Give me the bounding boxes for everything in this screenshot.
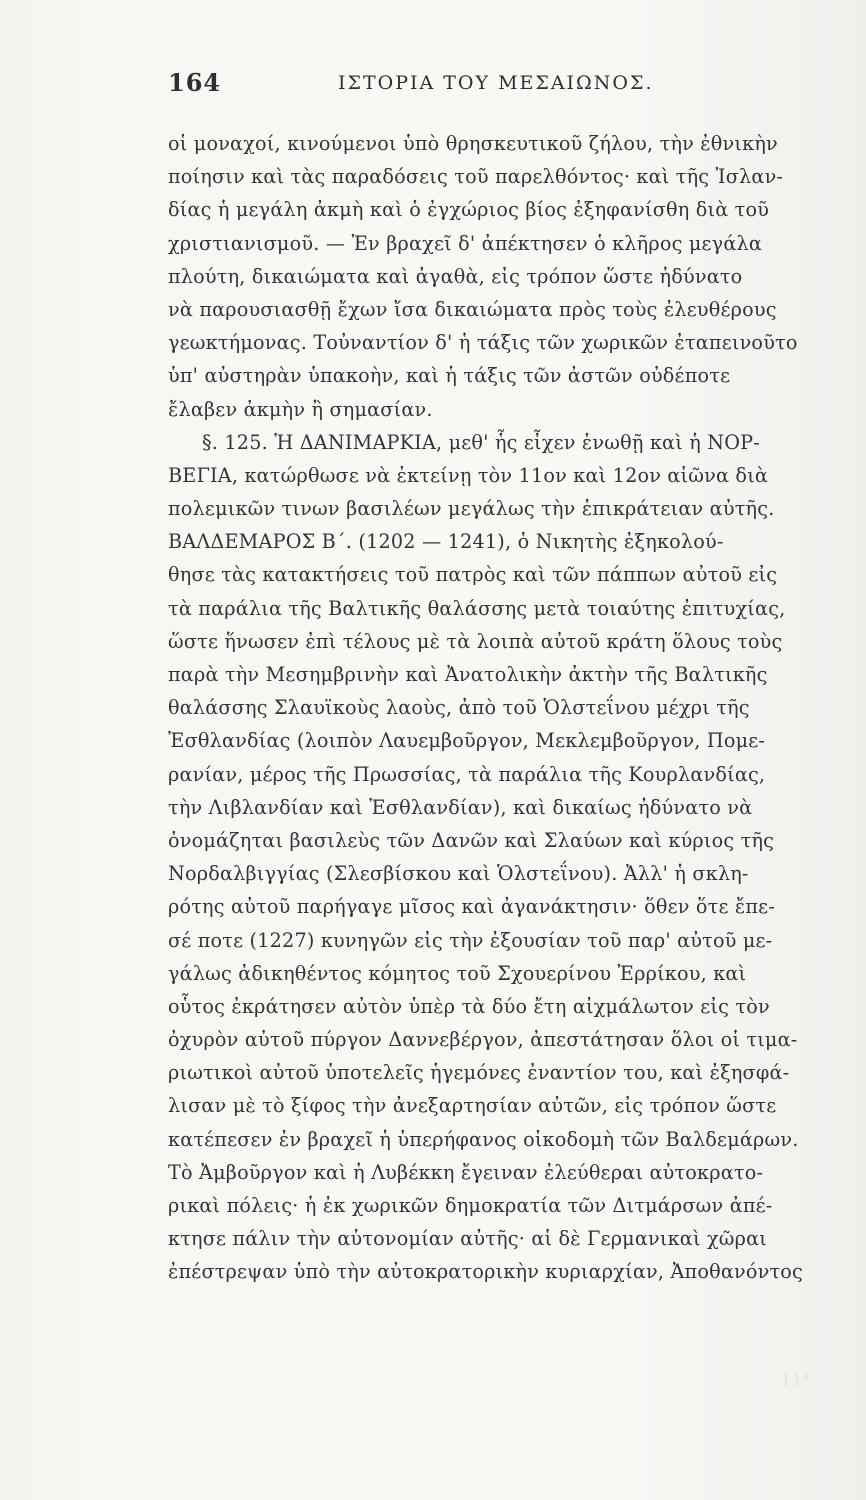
text-line: τὰ παράλια τῆς Βαλτικῆς θαλάσσης μετὰ τοιαύτης ἐπιτυχίας, xyxy=(168,596,786,620)
text-line: Ἐσθλανδίας (λοιπὸν Λαυεμβοῦργον, Μεκλεμβοῦργον, Πομε- xyxy=(168,729,766,753)
text-line: παρὰ τὴν Μεσημβρινὴν καὶ Ἀνατολικὴν ἀκτὴν τῆς Βαλτικῆς xyxy=(168,663,768,686)
text-line: θησε τὰς κατακτήσεις τοῦ πατρὸς καὶ τῶν πάππων αὐτοῦ εἰς xyxy=(168,563,778,587)
running-head: ΙΣΤΟΡΙΑ ΤΟΥ ΜΕΣΑΙΩΝΟΣ. xyxy=(338,72,654,94)
text-line: οἱ μοναχοί, κινούμενοι ὑπὸ θρησκευτικοῦ ζήλου, τὴν ἐθνικὴν xyxy=(168,132,778,155)
text-line: ρανίαν, μέρος τῆς Πρωσσίας, τὰ παράλια τῆς Κουρλανδίας, xyxy=(168,762,766,786)
text-line: ὥστε ἥνωσεν ἐπὶ τέλους μὲ τὰ λοιπὰ αὐτοῦ κράτη ὅλους τοὺς xyxy=(168,629,783,653)
text-line: κατέπεσεν ἐν βραχεῖ ἡ ὑπερήφανος οἰκοδομὴ τῶν Βαλδεμάρων. xyxy=(168,1127,799,1151)
text-line: χριστιανισμοῦ. — Ἐν βραχεῖ δ' ἀπέκτησεν ὁ κλῆρος μεγάλα xyxy=(168,231,762,255)
text-line: κτησε πάλιν τὴν αὐτονομίαν αὐτῆς· αἱ δὲ Γερμανικαὶ χῶραι xyxy=(168,1227,768,1251)
text-line: ποίησιν καὶ τὰς παραδόσεις τοῦ παρελθόντος· καὶ τῆς Ἰσλαν- xyxy=(168,165,784,189)
faint-signature-mark: 11* xyxy=(780,1370,812,1391)
page-number: 164 xyxy=(168,68,222,97)
text-line: ρότης αὐτοῦ παρήγαγε μῖσος καὶ ἀγανάκτησιν· ὅθεν ὅτε ἔπε- xyxy=(168,895,776,919)
text-line: πλούτη, δικαιώματα καὶ ἀγαθὰ, εἰς τρόπον ὥστε ἠδύνατο xyxy=(168,264,743,288)
text-line: ἔλαβεν ἀκμὴν ἢ σημασίαν. xyxy=(168,397,433,421)
text-line: θαλάσσης Σλαυϊκοὺς λαοὺς, ἀπὸ τοῦ Ὁλστεΐνου μέχρι τῆς xyxy=(168,696,750,720)
main-text xyxy=(168,127,828,1289)
text-line: νὰ παρουσιασθῇ ἔχων ἴσα δικαιώματα πρὸς τοὺς ἐλευθέρους xyxy=(168,297,777,321)
text-line: ὑπ' αὐστηρὰν ὑπακοὴν, καὶ ἡ τάξις τῶν ἀστῶν οὐδέποτε xyxy=(168,364,731,388)
text-line: ΒΕΓΙΑ, κατώρθωσε νὰ ἐκτείνῃ τὸν 11ον καὶ 12ον αἰῶνα διὰ xyxy=(168,463,769,487)
text-line: ρικαὶ πόλεις· ἡ ἐκ χωρικῶν δημοκρατία τῶν Διτμάρσων ἀπέ- xyxy=(168,1194,773,1217)
text-line: οὗτος ἐκράτησεν αὐτὸν ὑπὲρ τὰ δύο ἔτη αἰχμάλωτον εἰς τὸν xyxy=(168,994,770,1018)
text-line: γεωκτήμονας. Τοὐναντίον δ' ἡ τάξις τῶν χωρικῶν ἐταπεινοῦτο xyxy=(168,331,798,355)
text-line: Τὸ Ἀμβοῦργον καὶ ἡ Λυβέκκη ἔγειναν ἐλεύθεραι αὐτοκρατο- xyxy=(168,1160,764,1184)
text-line: πολεμικῶν τινων βασιλέων μεγάλως τὴν ἐπικράτειαν αὐτῆς. xyxy=(168,497,775,521)
text-line: Νορδαλβιγγίας (Σλεσβίσκου καὶ Ὁλστεΐνου). Ἀλλ' ἡ σκλη- xyxy=(168,862,749,886)
text-line: ὀχυρὸν αὐτοῦ πύργον Δαννεβέργον, ἀπεστάτησαν ὅλοι οἱ τιμα- xyxy=(168,1028,798,1052)
text-line: ριωτικοὶ αὐτοῦ ὑποτελεῖς ἡγεμόνες ἐναντίον του, καὶ ἐξησφά- xyxy=(168,1061,790,1085)
text-line: τὴν Λιβλανδίαν καὶ Ἐσθλανδίαν), καὶ δικαίως ἠδύνατο νὰ xyxy=(168,795,753,819)
section-heading-line: §. 125. Ἡ ΔΑΝΙΜΑΡΚΙΑ, μεθ' ἧς εἶχεν ἑνωθῇ καὶ ἡ ΝΟΡ- xyxy=(202,430,760,454)
text-line: σέ ποτε (1227) κυνηγῶν εἰς τὴν ἐξουσίαν τοῦ παρ' αὐτοῦ με- xyxy=(168,928,773,952)
text-line: ΒΑΛΔΕΜΑΡΟΣ Β΄. (1202 — 1241), ὁ Νικητὴς ἐξηκολού- xyxy=(168,530,724,554)
text-line: ἐπέστρεψαν ὑπὸ τὴν αὐτοκρατορικὴν κυριαρχίαν, Ἀποθανόντος xyxy=(168,1260,803,1284)
page-header xyxy=(168,64,828,104)
text-line: ὀνομάζηται βασιλεὺς τῶν Δανῶν καὶ Σλαύων καὶ κύριος τῆς xyxy=(168,828,775,852)
text-line: δίας ἡ μεγάλη ἀκμὴ καὶ ὁ ἐγχώριος βίος ἐξηφανίσθη διὰ τοῦ xyxy=(168,198,770,222)
text-line: γάλως ἀδικηθέντος κόμητος τοῦ Σχουερίνου Ἐρρίκου, καὶ xyxy=(168,961,747,985)
text-line: λισαν μὲ τὸ ξίφος τὴν ἀνεξαρτησίαν αὐτῶν, εἰς τρόπον ὥστε xyxy=(168,1094,777,1118)
